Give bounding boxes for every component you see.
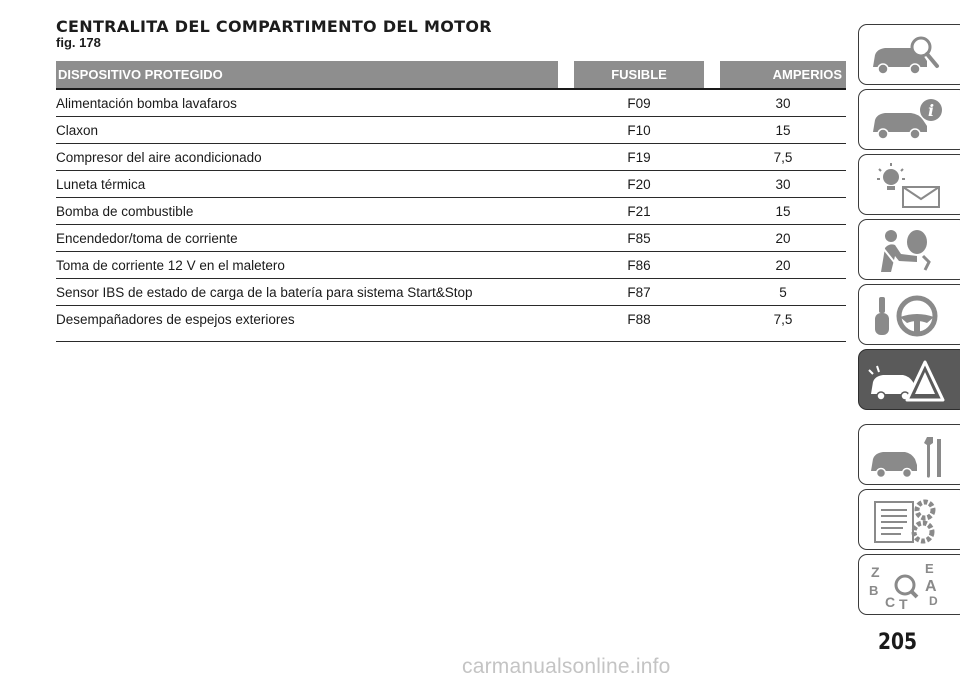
cell-amps: 30 [775,96,791,111]
tab-safety[interactable] [858,219,960,280]
cell-device: Sensor IBS de estado de carga de la batería para sistema Start&Stop [56,285,473,300]
cell-fuse: F87 [627,285,651,300]
table-row [56,90,846,117]
table-row [56,306,846,342]
table-row [56,144,846,171]
cell-fuse: F85 [627,231,651,246]
cell-fuse: F09 [627,96,651,111]
car-info-icon [867,96,947,146]
index-letter: A [925,578,937,595]
index-letter: D [929,594,938,608]
tab-maintenance[interactable] [858,424,960,485]
car-maintenance-icon [867,431,947,481]
cell-amps: 5 [779,285,787,300]
cell-device: Bomba de combustible [56,204,194,219]
tab-emergency[interactable] [858,349,960,410]
cell-device: Claxon [56,123,99,138]
cell-device: Desempañadores de espejos exteriores [56,312,295,327]
index-letter: C [885,594,896,610]
tab-safety-info[interactable] [858,89,960,150]
table-row [56,198,846,225]
cell-device: Encendedor/toma de corriente [56,231,238,246]
header-fuse: FUSIBLE [574,61,704,88]
alphabetical-index-icon [867,561,947,611]
cell-fuse: F21 [627,204,651,219]
airbag-seatbelt-icon [867,226,947,276]
cell-amps: 7,5 [773,312,793,327]
svg-text:i: i [927,101,935,120]
header-device: DISPOSITIVO PROTEGIDO [56,61,558,88]
figure-reference: fig. 178 [56,35,101,50]
table-row [56,279,846,306]
car-emergency-warning-icon [867,356,947,406]
cell-fuse: F88 [627,312,651,327]
tab-index[interactable] [858,554,960,615]
table-row [56,117,846,144]
cell-fuse: F10 [627,123,651,138]
key-steering-wheel-icon [867,291,947,341]
tab-know-your-car[interactable] [858,24,960,85]
index-letter: T [899,596,908,611]
technical-data-gear-icon [867,496,947,546]
page-title: CENTRALITA DEL COMPARTIMENTO DEL MOTOR [56,17,492,36]
car-search-icon [867,31,947,81]
warning-lights-message-icon [867,161,947,211]
table-row [56,225,846,252]
cell-fuse: F86 [627,258,651,273]
header-amps: AMPERIOS [720,61,846,88]
table-row [56,171,846,198]
cell-device: Compresor del aire acondicionado [56,150,262,165]
cell-amps: 7,5 [773,150,793,165]
page-number: 205 [878,630,918,655]
cell-fuse: F19 [627,150,651,165]
tab-starting-driving[interactable] [858,284,960,345]
table-row [56,252,846,279]
index-letter: E [925,561,934,576]
cell-amps: 20 [775,231,791,246]
tab-technical-data[interactable] [858,489,960,550]
table-header [56,61,846,88]
fuse-table [56,61,846,342]
cell-amps: 15 [775,123,791,138]
cell-amps: 20 [775,258,791,273]
cell-device: Alimentación bomba lavafaros [56,96,237,111]
tab-warning-lights[interactable] [858,154,960,215]
index-letter: B [869,583,879,598]
index-letter: Z [871,564,880,580]
watermark: carmanualsonline.info [462,655,671,678]
cell-device: Toma de corriente 12 V en el maletero [56,258,285,273]
cell-amps: 30 [775,177,791,192]
cell-fuse: F20 [627,177,651,192]
cell-amps: 15 [775,204,791,219]
cell-device: Luneta térmica [56,177,146,192]
